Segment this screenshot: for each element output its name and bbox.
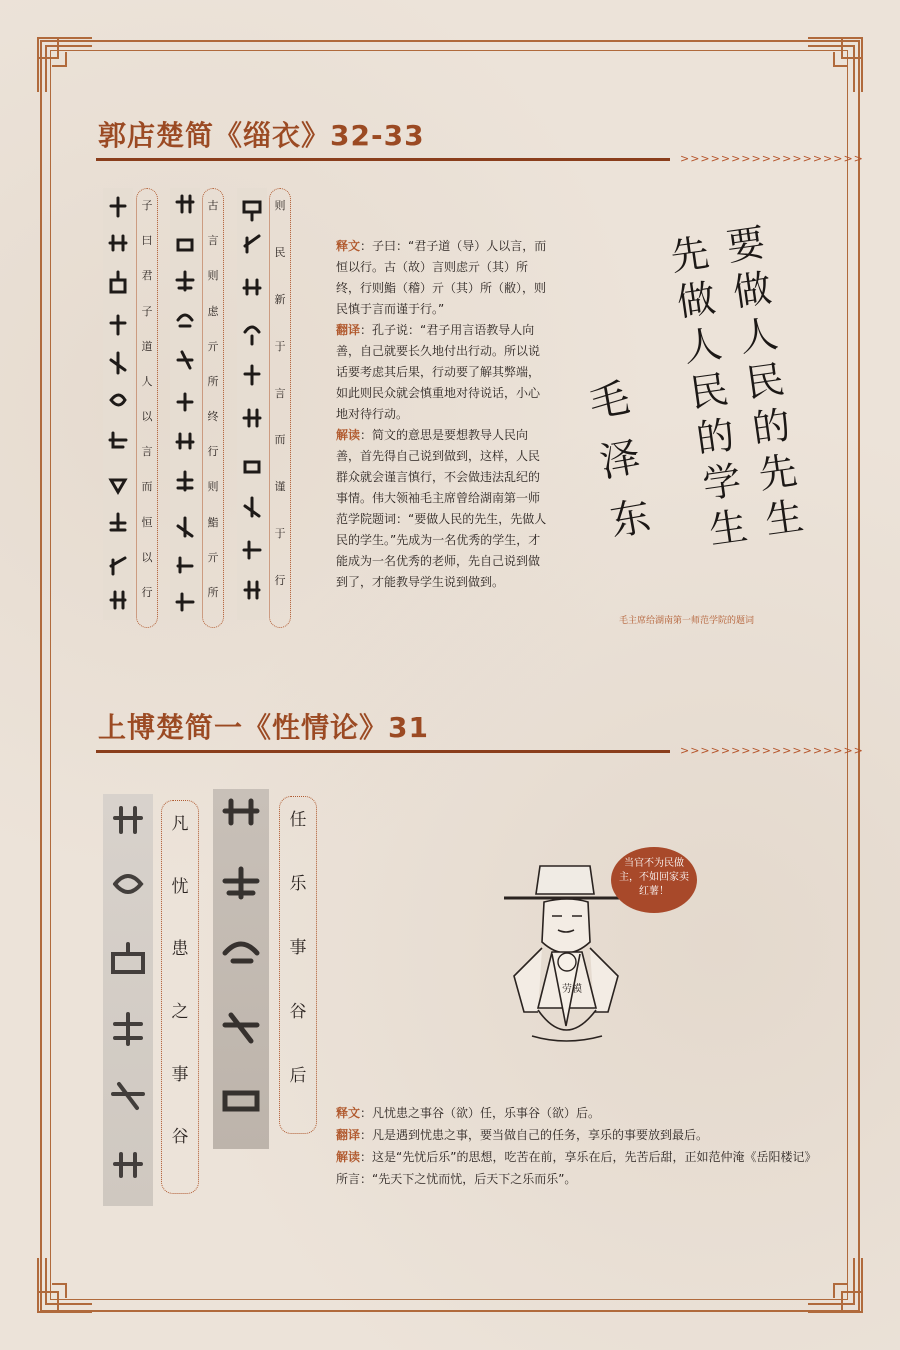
- transcription-char: 以: [141, 550, 153, 564]
- section-title: 郭店楚简《缁衣》32-33: [98, 119, 425, 152]
- transcription-char: 言: [207, 234, 219, 248]
- inscription-caption: 毛主席给湖南第一师范学院的题词: [619, 616, 755, 626]
- shiwen-label: 释文: [336, 1106, 361, 1120]
- transcription-char: 事: [289, 938, 307, 958]
- corner-ornament: [36, 36, 94, 94]
- transcription-char: 则: [207, 269, 219, 283]
- transcription-column: [136, 188, 158, 628]
- transcription-char: 事: [171, 1064, 189, 1085]
- corner-ornament: [36, 1256, 94, 1314]
- bamboo-slip-image: [103, 794, 153, 1206]
- ancient-script-glyphs: [237, 188, 267, 620]
- transcription-column: [202, 188, 224, 628]
- jiedu-label: 解读: [336, 1150, 361, 1164]
- transcription-char: 曰: [141, 234, 153, 248]
- transcription-char: 患: [171, 939, 189, 960]
- jiedu-label: 解读: [336, 428, 361, 442]
- transcription-char: 行: [141, 585, 153, 599]
- transcription-char: 谷: [289, 1002, 307, 1022]
- shiwen-label: 释文: [336, 239, 361, 253]
- transcription-char: 恒: [141, 515, 153, 529]
- transcription-char: 亓: [207, 339, 219, 353]
- transcription-char: 忧: [171, 876, 189, 897]
- section-rule: [96, 158, 670, 161]
- transcription-column: [161, 800, 199, 1194]
- transcription-char: 于: [274, 339, 286, 353]
- transcription-char: 新: [274, 292, 286, 306]
- transcription-char: 道: [141, 339, 153, 353]
- transcription-char: 行: [207, 445, 219, 459]
- section-title: 上博楚简一《性情论》31: [98, 711, 429, 744]
- transcription-char: 以: [141, 410, 153, 423]
- badge-text: 劳模: [562, 984, 582, 995]
- transcription-char: 古: [207, 199, 219, 212]
- transcription-char: 之: [171, 1002, 189, 1022]
- transcription-char: 于: [274, 527, 286, 541]
- transcription-char: 谷: [171, 1127, 189, 1148]
- speech-bubble-text: 当官不为民做主，不如回家卖红薯！: [619, 858, 689, 897]
- bamboo-slip-image: [170, 188, 200, 620]
- transcription-char: 君: [141, 269, 153, 283]
- transcription-column: [279, 796, 317, 1134]
- ancient-script-glyphs: [170, 188, 200, 620]
- transcription-char: 言: [274, 386, 286, 400]
- transcription-char: 言: [141, 445, 153, 459]
- calligraphy-line: 先做人民的学生: [667, 230, 751, 553]
- transcription-char: 而: [141, 480, 153, 494]
- arrow-decoration: >>>>>>>>>>>>>>>>>>: [680, 152, 864, 165]
- jiedu-text: ：简文的意思是要想教导人民向善，首先得自己说到做到，这样，人民群众就会谨言慎行，不会做违法乱纪的事情。伟大领袖毛主席曾给湖南第一师范学院题词：“要做人民的先生，先做人民的学生。”先成为一名优秀的学生，才能成为一名优秀的老师，先自己说到做到了，才能教导学生说到做到。: [336, 428, 547, 589]
- transcription-char: 虑: [207, 304, 219, 318]
- jiedu-text: ：这是“先忧后乐”的思想，吃苦在前，享乐在后，先苦后甜，正如范仲淹《岳阳楼记》所言：“先天下之忧而忧，后天下之乐而乐”。: [336, 1150, 811, 1186]
- shiwen-text: ：子曰：“君子道（导）人以言，而恒以行。古（故）言则虑亓（其）所终，行则鮨（稽）亓（其）所（敝），则民慎于言而谨于行。”: [336, 239, 547, 316]
- corner-ornament: [806, 1256, 864, 1314]
- transcription-char: 所: [207, 374, 219, 388]
- bamboo-slip-image: [213, 789, 269, 1149]
- transcription-column: [269, 188, 291, 628]
- explanation-paragraph: [336, 1102, 816, 1190]
- transcription-char: 终: [207, 410, 219, 423]
- transcription-char: 人: [141, 374, 153, 388]
- transcription-char: 亓: [207, 550, 219, 564]
- transcription-char: 子: [141, 304, 153, 318]
- bamboo-slip-image: [237, 188, 267, 620]
- transcription-char: 任: [289, 810, 307, 830]
- transcription-char: 民: [274, 245, 286, 259]
- ancient-script-glyphs: [103, 794, 153, 1206]
- transcription-char: 后: [289, 1066, 307, 1086]
- transcription-char: 子: [141, 199, 153, 212]
- corner-ornament: [806, 36, 864, 94]
- shiwen-text: ：凡忧患之事谷（欲）任，乐事谷（欲）后。: [360, 1106, 601, 1120]
- fanyi-text: ：凡是遇到忧患之事，要当做自己的任务，享乐的事要放到最后。: [360, 1128, 709, 1142]
- transcription-char: 谨: [274, 480, 286, 494]
- ancient-script-glyphs: [213, 789, 269, 1149]
- ancient-script-glyphs: [103, 188, 133, 620]
- transcription-char: 则: [274, 199, 286, 212]
- transcription-char: 所: [207, 585, 219, 599]
- transcription-char: 乐: [289, 874, 307, 894]
- transcription-char: 凡: [171, 814, 189, 834]
- section-rule: [96, 750, 670, 753]
- arrow-decoration: >>>>>>>>>>>>>>>>>>: [680, 744, 864, 757]
- fanyi-label: 翻译: [336, 1128, 361, 1142]
- bamboo-slip-image: [103, 188, 133, 620]
- fanyi-text: ：孔子说：“君子用言语教导人向善，自己就要长久地付出行动。所以说话要考虑其后果，行动要了解其弊端，如此则民众就会慎重地对待说话，小心地对待行动。: [336, 323, 541, 421]
- speech-bubble: [611, 847, 697, 913]
- transcription-char: 而: [274, 433, 286, 447]
- transcription-char: 行: [274, 574, 286, 588]
- fanyi-label: 翻译: [336, 323, 361, 337]
- calligraphy-signature: 毛泽东: [585, 375, 655, 546]
- transcription-char: 鮨: [207, 515, 219, 529]
- explanation-paragraph: [336, 236, 548, 593]
- transcription-char: 则: [207, 480, 219, 494]
- calligraphy-inscription: [586, 220, 816, 600]
- calligraphy-line: 要做人民的先生: [723, 220, 807, 543]
